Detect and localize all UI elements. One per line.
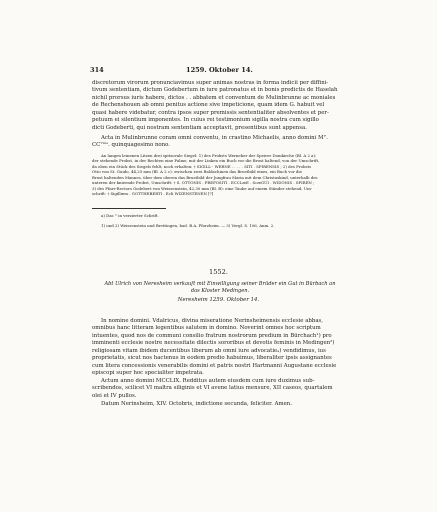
note-line: der stehende Probst, in der Rechten eine Palme, mit der Linken ein Buch vor die Brust haltend, von der Umschrift,: [92, 158, 320, 164]
running-header: [90, 66, 346, 76]
text-line: Actum anno domini MCCLIX. Redditus autem eiusdem cum iure duximus sub-: [101, 378, 315, 384]
document-summary: [92, 281, 348, 294]
note-line: Otto von St. Guido, 44,25 mm (Bl. A 2 c): zwischen zwei Baldachinen das Brustbild eines, ein Buch vor die: [92, 169, 302, 175]
text-line: omnibus hanc litteram legentibus salutem in domino. Noverint omnes hoc scriptum: [92, 325, 321, 332]
page-number: 314: [90, 66, 104, 74]
text-line: olei et IV pullos.: [92, 392, 137, 399]
note-line: schrift: † Sigillæm . GOTTHEBERTI . Ecli WIZENSTENEN [?]: [92, 191, 214, 197]
summary-line: das Kloster Medingen.: [190, 287, 250, 294]
footnote: 1) und 2) Weissenstein und Brettingen, bad. B.A. Pforzheim. — 3) Vergl. S. 106, Anm. 2.: [101, 223, 275, 229]
text-line: CC°ᵐˢ. quinquagesimo nono.: [92, 142, 171, 149]
text-line: episcopi super hoc specialiter impetrata.: [92, 370, 204, 377]
text-line: religiosam vitam ibidem ducentibus liberum ab omni iure advocatieₐ) vendidimus, ius: [92, 347, 326, 354]
footnote: a) Das ʷ in verzierter Schrift.: [101, 213, 159, 218]
note-line: unteren der knieende Probst, Umschrift: † S. OTTONIS . PREPOSITI . ECCLæE . ScæGUI . WIDONIS . SPIREN ;: [92, 180, 315, 186]
document-number: 1552.: [209, 268, 228, 276]
seal-note: [92, 153, 348, 197]
text-line: de Rechenshouen ab omni penitus actione sive impeticione, quam idem G. habuit vel: [92, 102, 325, 109]
note-line: An langen leinenen Litzen drei spitzovale Siegel: 1) des Probsts Werneher der Speirer Domkirche (Bl. A 2 a):: [101, 153, 317, 158]
footnote-divider: [92, 208, 166, 209]
text-line: Acta in Mulinbrunne coram omni conventu, in crastino Michaelis, anno domini M°.: [101, 135, 328, 141]
text-line: scribendos, scilicet VI maltra siliginis et VI avene latius mensure, XII caseos, quartalem: [92, 385, 333, 392]
text-line: petuum ei silentium imponentes. In cuius rei testimonium sigilla nostra cum sigillo: [92, 117, 319, 124]
text-line: tivum sententiam, dictum Godebertum in iure patronatus et in bonis predictis de Haselah: [92, 87, 338, 94]
text-line: dicti Godeberti, qui nostram sententiam acceptavit, presentibus sunt appensa.: [92, 124, 307, 131]
top-paragraph: [92, 80, 348, 132]
text-line: proprietatis, sicut nos hactenus in eodem predio habuimus, liberaliter ipsis assignantes: [92, 355, 332, 362]
note-line: 3) des Pfarr-Rectors Godebert von Weissenstein, 42,30 mm (Bl. B): eine Taube auf einem Ständer stehend, Um-: [92, 185, 313, 191]
document-dateline: Neresheim 1259. Oktober 14.: [177, 297, 260, 303]
text-line: discretorum virorum pronunciavimus super animas nostras in forma indicii per diffini-: [92, 80, 329, 86]
text-line: Datum Nerinsheim, XIV. Octobris, indictione secunda, feliciter. Amen.: [101, 401, 292, 407]
text-line: quasi habere videbatur, contra ipsos super premissis sententialiter absolventes et per-: [92, 109, 329, 116]
text-line: cum litera concessionis venerabilis domini et patris nostri Hartmanni Augustane ecclesie: [92, 362, 337, 369]
summary-line: Abt Ulrich von Neresheim verkauft mit Einwilligung seiner Brüder ein Gut in Bürbach an: [104, 281, 336, 287]
footnotes: [92, 213, 348, 229]
running-title: 1259. Oktober 14.: [186, 66, 253, 74]
text-line: intuentes, quod nos de communi consilio fratrum nostrorum predium in Bürchach¹) pro: [92, 332, 332, 339]
acta-paragraph: [92, 135, 348, 150]
text-line: imminenti ecclesie nostre necessitate dilectis sororibus et devotis feminis in Medingen²): [92, 340, 335, 347]
note-line: da oben ein Stück des Siegels fehlt, noch erhalten: † SIGILL·· WERNE . . . . . SITI . SPIRENSIS ; 2) des Probsts: [92, 163, 312, 169]
main-text: [92, 318, 348, 378]
actum-paragraph: [92, 378, 348, 400]
note-line: Brust haltenden Mannes, über dem oberen das Brustbild der Jungfrau Maria mit dem Christuskind, unterhalb des: [92, 174, 318, 180]
datum-paragraph: [92, 401, 348, 408]
text-line: In nomine domini. Vdalricus, divina miseratione Nerinsheimensis ecclesie abbas,: [101, 318, 324, 324]
text-line: nichil prorsus iuris habere, dictos . . abbatem et conventum de Mulinbrunne ac moniales: [92, 94, 336, 101]
